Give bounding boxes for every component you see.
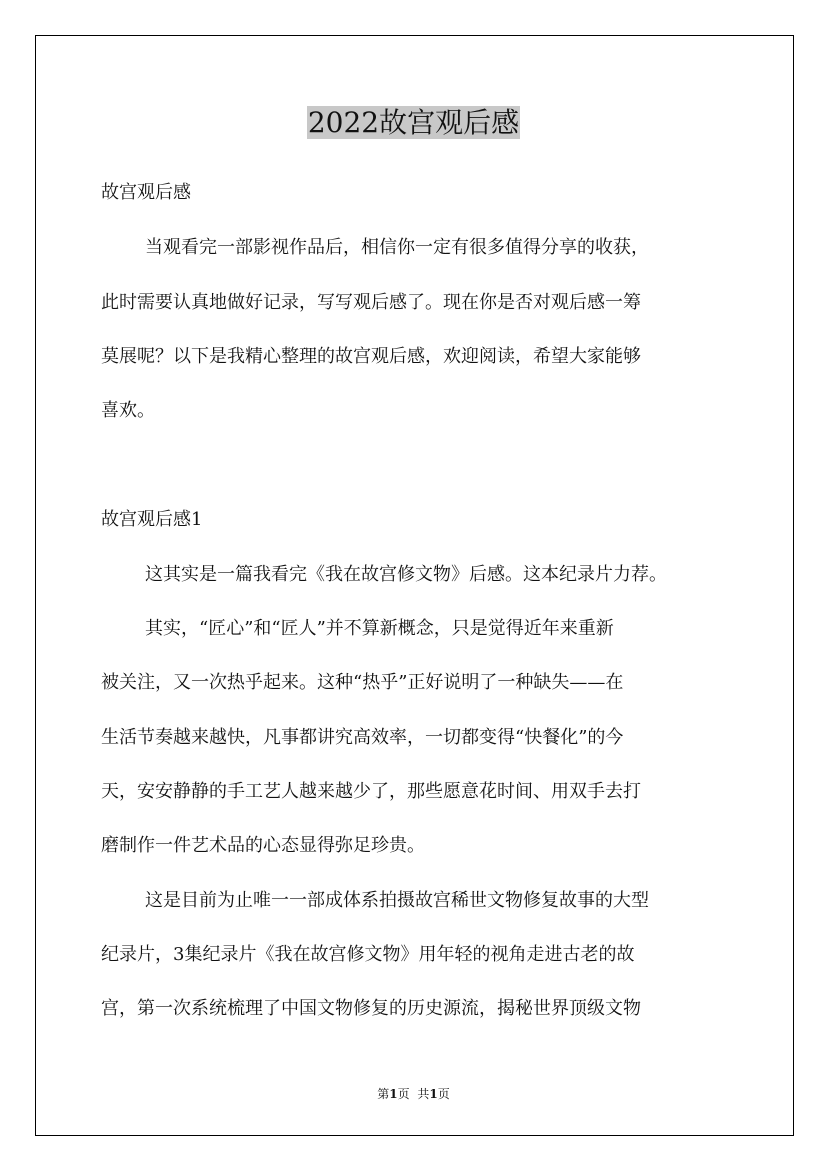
intro-line-1: 当观看完一部影视作品后，相信你一定有很多值得分享的收获， — [145, 237, 649, 258]
page-suffix: 页 — [397, 1087, 410, 1101]
paragraph-2-line-1: 其实，“匠心”和“匠人”并不算新概念，只是觉得近年来重新 — [145, 618, 614, 639]
intro-line-2: 此时需要认真地做好记录，写写观后感了。现在你是否对观后感一筹 — [101, 292, 641, 313]
paragraph-3-line-2: 纪录片，3集纪录片《我在故宫修文物》用年轻的视角走进古老的故 — [101, 944, 635, 965]
document-title-block — [0, 104, 827, 142]
paragraph-3-line-3: 宫，第一次系统梳理了中国文物修复的历史源流，揭秘世界顶级文物 — [101, 998, 641, 1019]
paragraph-3-line-1: 这是目前为止唯一一部成体系拍摄故宫稀世文物修复故事的大型 — [145, 890, 649, 911]
page-prefix: 第 — [377, 1087, 390, 1101]
paragraph-2-line-5: 磨制作一件艺术品的心态显得弥足珍贵。 — [101, 835, 425, 856]
page-footer — [0, 1085, 827, 1102]
section-heading-1: 故宫观后感 — [101, 182, 191, 203]
page-number: 1 — [389, 1087, 398, 1101]
intro-line-3: 莫展呢？以下是我精心整理的故宫观后感，欢迎阅读，希望大家能够 — [101, 346, 641, 367]
intro-line-4: 喜欢。 — [101, 400, 155, 421]
section-heading-2: 故宫观后感1 — [101, 509, 203, 530]
total-prefix: 共 — [417, 1087, 430, 1101]
paragraph-1-line-1: 这其实是一篇我看完《我在故宫修文物》后感。这本纪录片力荐。 — [145, 564, 667, 585]
paragraph-2-line-3: 生活节奏越来越快，凡事都讲究高效率，一切都变得“快餐化”的今 — [101, 727, 624, 748]
paragraph-2-line-2: 被关注，又一次热乎起来。这种“热乎”正好说明了一种缺失——在 — [101, 672, 624, 693]
document-title: 2022故宫观后感 — [307, 106, 520, 139]
total-suffix: 页 — [437, 1087, 450, 1101]
paragraph-2-line-4: 天，安安静静的手工艺人越来越少了，那些愿意花时间、用双手去打 — [101, 781, 641, 802]
total-pages: 1 — [429, 1087, 438, 1101]
